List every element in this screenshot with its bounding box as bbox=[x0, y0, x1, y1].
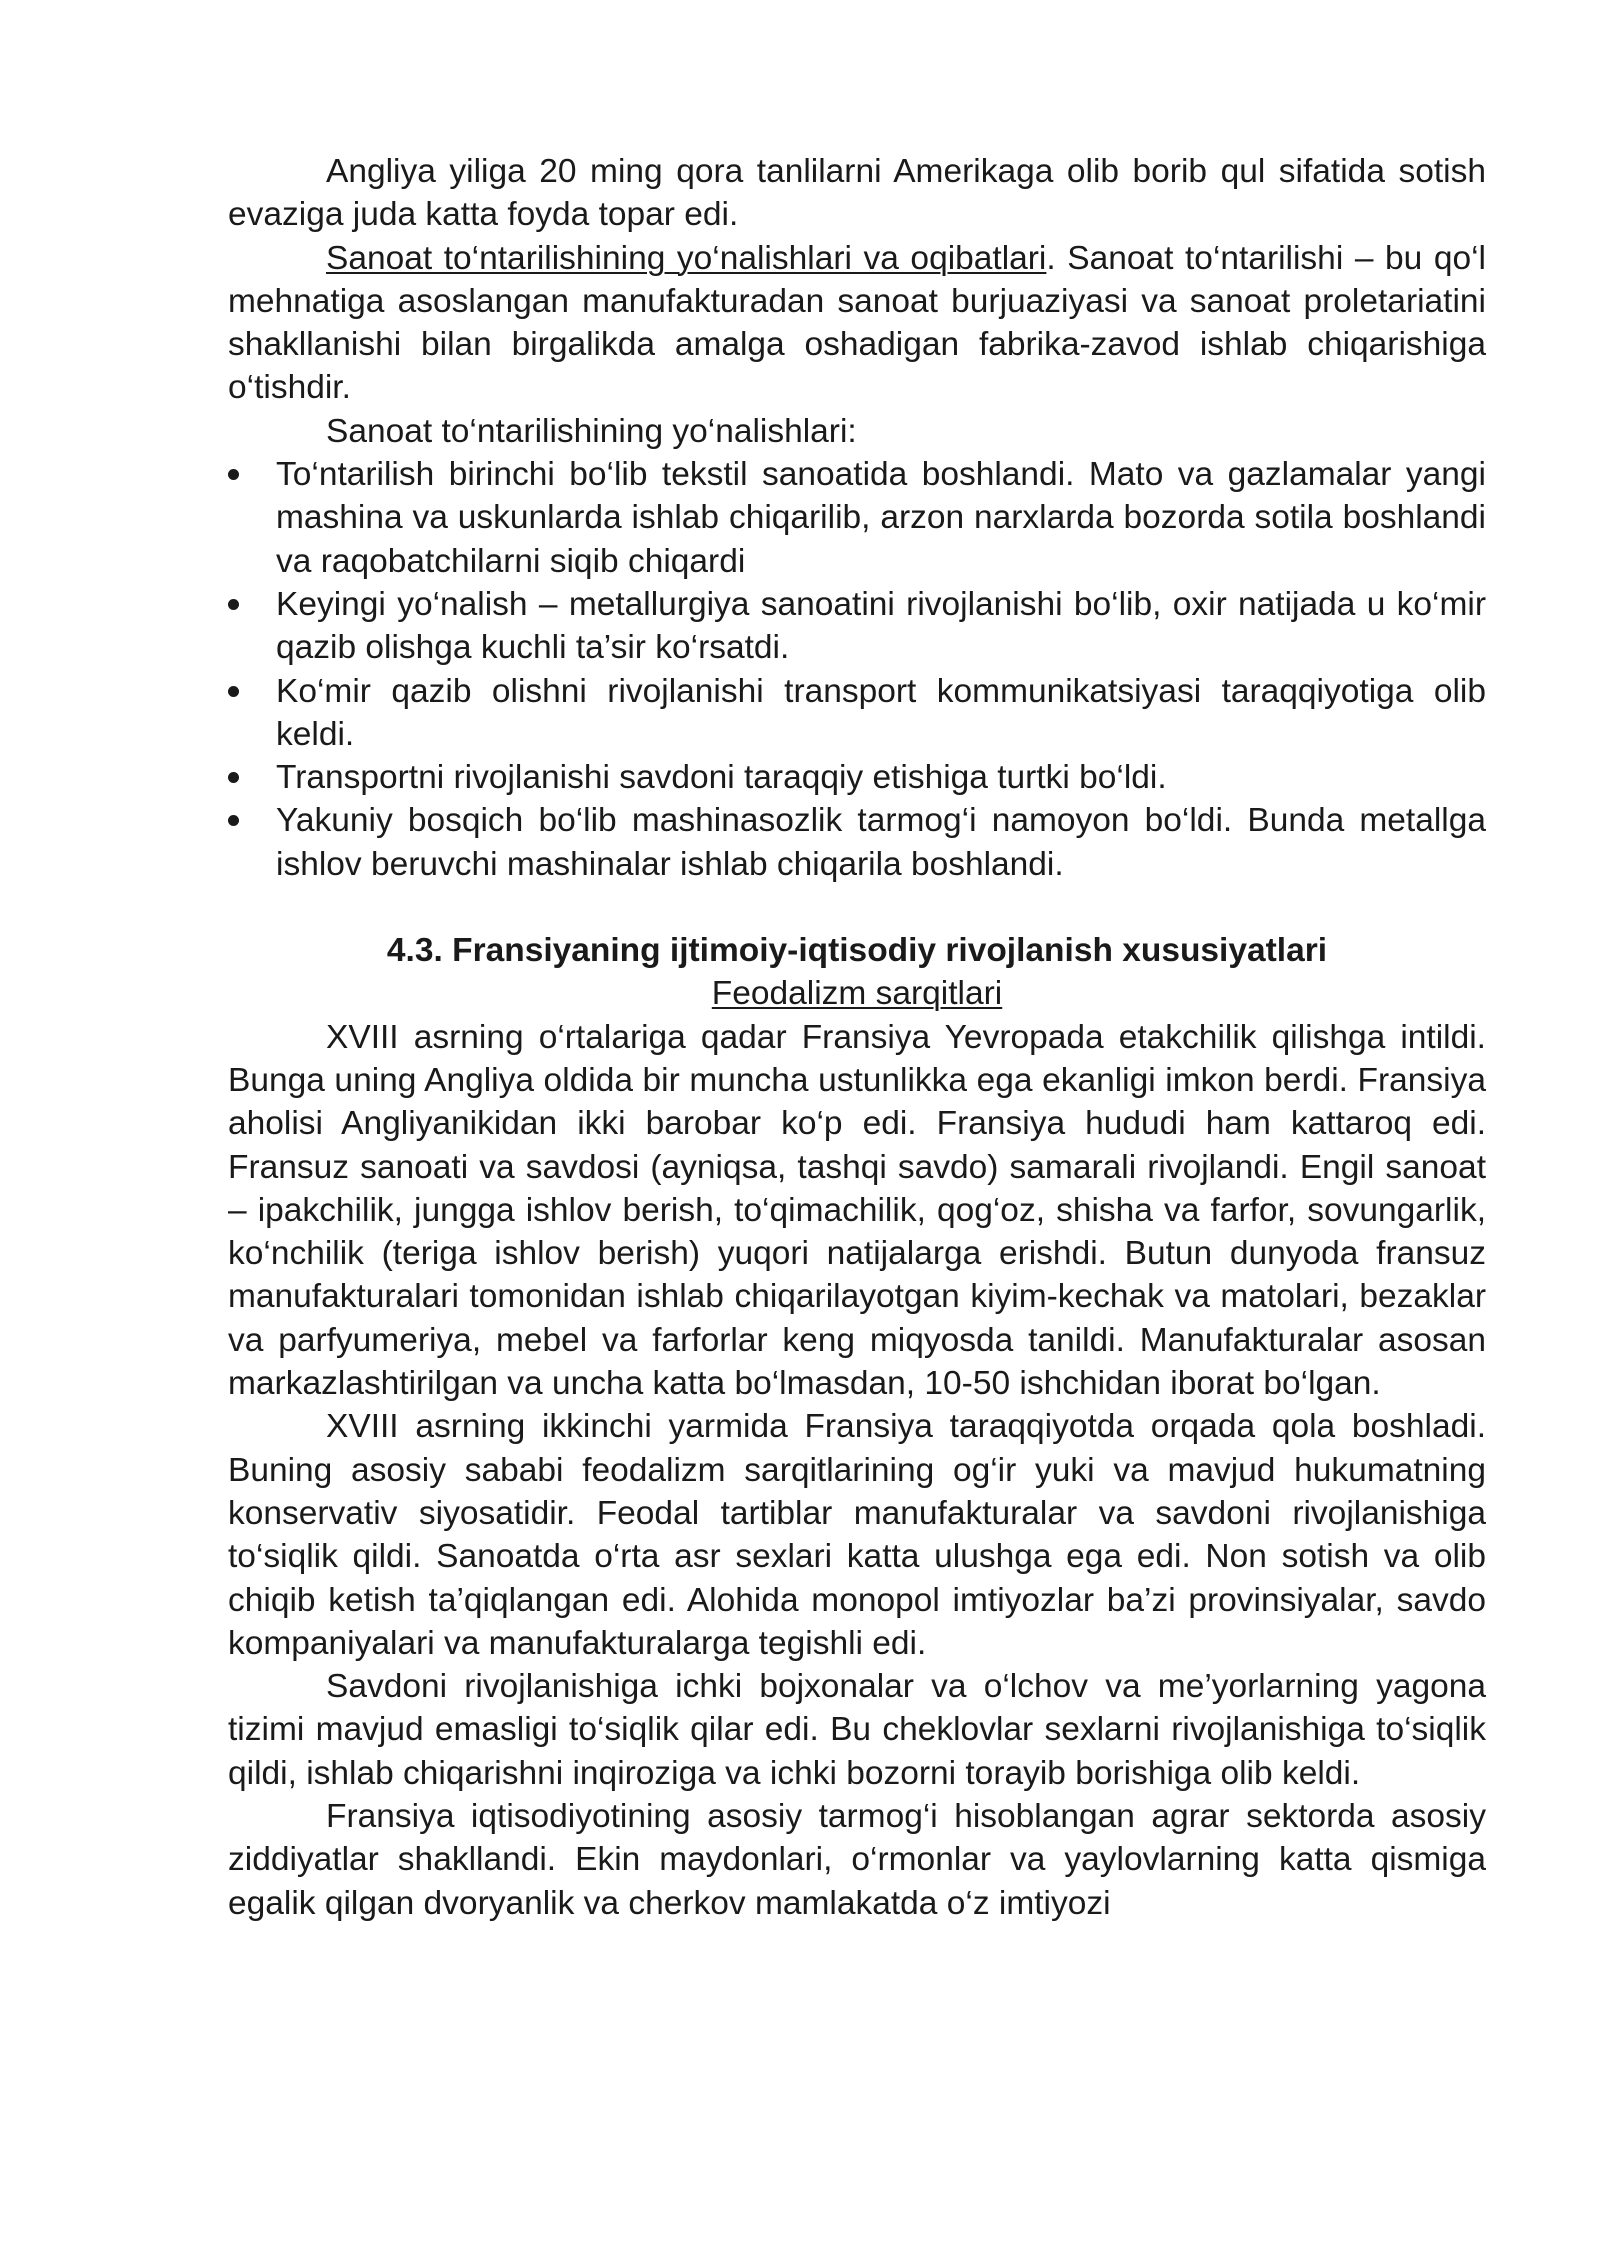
intro-paragraph: Angliya yiliga 20 ming qora tanlilarni Amerikaga olib borib qul sifatida sotish evaziga juda katta foyda topar edi. bbox=[228, 153, 1486, 234]
body-paragraph: Fransiya iqtisodiyotining asosiy tarmog‘i hisoblangan agrar sektorda asosiy ziddiyatlar shakllandi. Ekin maydonlari, o‘rmonlar va yaylovlarning katta qismiga egalik qilgan dvoryanlik va cherkov mamlakatda o‘z imtiyozi bbox=[228, 1797, 1486, 1922]
body-paragraph: XVIII asrning o‘rtalariga qadar Fransiya Yevropada etakchilik qilishga intildi. Bunga uning Angliya oldida bir muncha ustunlikka ega ekanligi imkon berdi. Fransiya aholisi Angliyanikidan ikki barobar ko‘p edi. Fransiya hududi ham kattaroq edi. Fransuz sanoati va savdosi (ayniqsa, tashqi savdo) samarali rivojlandi. Engil sanoat – ipakchilik, jungga ishlov berish, to‘qimachilik, qog‘oz, shisha va farfor, sovungarlik, ko‘nchilik (teriga ishlov berish) yuqori natijalarga erishdi. Butun dunyoda fransuz manufakturalari tomonidan ishlab chiqarilayotgan kiyim-kechak va matolari, bezaklar va parfyumeriya, mebel va farforlar keng miqyosda tanildi. Manufakturalar asosan markazlashtirilgan va uncha katta bo‘lmasdan, 10-50 ishchidan iborat bo‘lgan. bbox=[228, 1018, 1486, 1403]
directions-list bbox=[228, 453, 1486, 886]
body-paragraph: XVIII asrning ikkinchi yarmida Fransiya taraqqiyotda orqada qola boshladi. Buning asosiy sababi feodalizm sarqitlarining og‘ir yuki va mavjud hukumatning konservativ siyosatidir. Feodal tartiblar manufakturalar va savdoni rivojlanishiga to‘siqlik qildi. Sanoatda o‘rta asr sexlari katta ulushga ega edi. Non sotish va olib chiqib ketish ta’qiqlangan edi. Alohida monopol imtiyozlar ba’zi provinsiyalar, savdo kompaniyalari va manufakturalarga tegishli edi. bbox=[228, 1408, 1486, 1662]
list-item-text: Transportni rivojlanishi savdoni taraqqiy etishiga turtki bo‘ldi. bbox=[276, 759, 1167, 797]
document-page bbox=[228, 150, 1486, 1925]
list-item bbox=[228, 453, 1486, 583]
section-title: 4.3. Fransiyaning ijtimoiy-iqtisodiy rivojlanish xususiyatlari bbox=[386, 932, 1328, 970]
section-subtitle bbox=[228, 972, 1486, 1015]
list-item bbox=[228, 670, 1486, 757]
industrial-revolution-paragraph bbox=[228, 237, 1486, 410]
bullet-icon bbox=[228, 599, 239, 610]
directions-intro: Sanoat to‘ntarilishining yo‘nalishlari: bbox=[326, 412, 857, 450]
body-paragraph: Savdoni rivojlanishiga ichki bojxonalar va o‘lchov va me’yorlarning yagona tizimi mavjud emasligi to‘siqlik qilar edi. Bu cheklovlar sexlarni rivojlanishiga to‘siqlik qildi, ishlab chiqarishni inqiroziga va ichki bozorni torayib borishiga olib keldi. bbox=[228, 1668, 1486, 1792]
industrial-revolution-definition: . Sanoat to‘ntarilishi – bu qo‘l mehnatiga asoslangan manufakturadan sanoat burjuaziyasi va sanoat proletariatini shakllanishi bilan birgalikda amalga oshadigan fabrika-zavod ishlab chiqarishiga o‘tishdir. bbox=[228, 239, 1486, 407]
list-item bbox=[228, 756, 1486, 799]
list-item bbox=[228, 799, 1486, 886]
section-subtitle-text: Feodalizm sarqitlari bbox=[711, 975, 1003, 1013]
list-item-text: Keyingi yo‘nalish – metallurgiya sanoatini rivojlanishi bo‘lib, oxir natijada u ko‘mir qazib olishga kuchli ta’sir ko‘rsatdi. bbox=[276, 585, 1486, 667]
bullet-icon bbox=[228, 815, 239, 826]
bullet-icon bbox=[228, 469, 239, 480]
list-item-text: To‘ntarilish birinchi bo‘lib tekstil sanoatida boshlandi. Mato va gazlamalar yangi mashina va uskunlarda ishlab chiqarilib, arzon narxlarda bozorda sotila boshlandi va raqobatchilarni siqib chiqardi bbox=[276, 456, 1486, 580]
list-item bbox=[228, 583, 1486, 670]
industrial-revolution-heading: Sanoat to‘ntarilishining yo‘nalishlari va oqibatlari bbox=[326, 239, 1047, 277]
bullet-icon bbox=[228, 686, 239, 697]
bullet-icon bbox=[228, 772, 239, 783]
list-item-text: Ko‘mir qazib olishni rivojlanishi transport kommunikatsiyasi taraqqiyotiga olib keldi. bbox=[276, 672, 1486, 753]
list-item-text: Yakuniy bosqich bo‘lib mashinasozlik tarmog‘i namoyon bo‘ldi. Bunda metallga ishlov beruvchi mashinalar ishlab chiqarila boshlandi. bbox=[276, 802, 1486, 883]
